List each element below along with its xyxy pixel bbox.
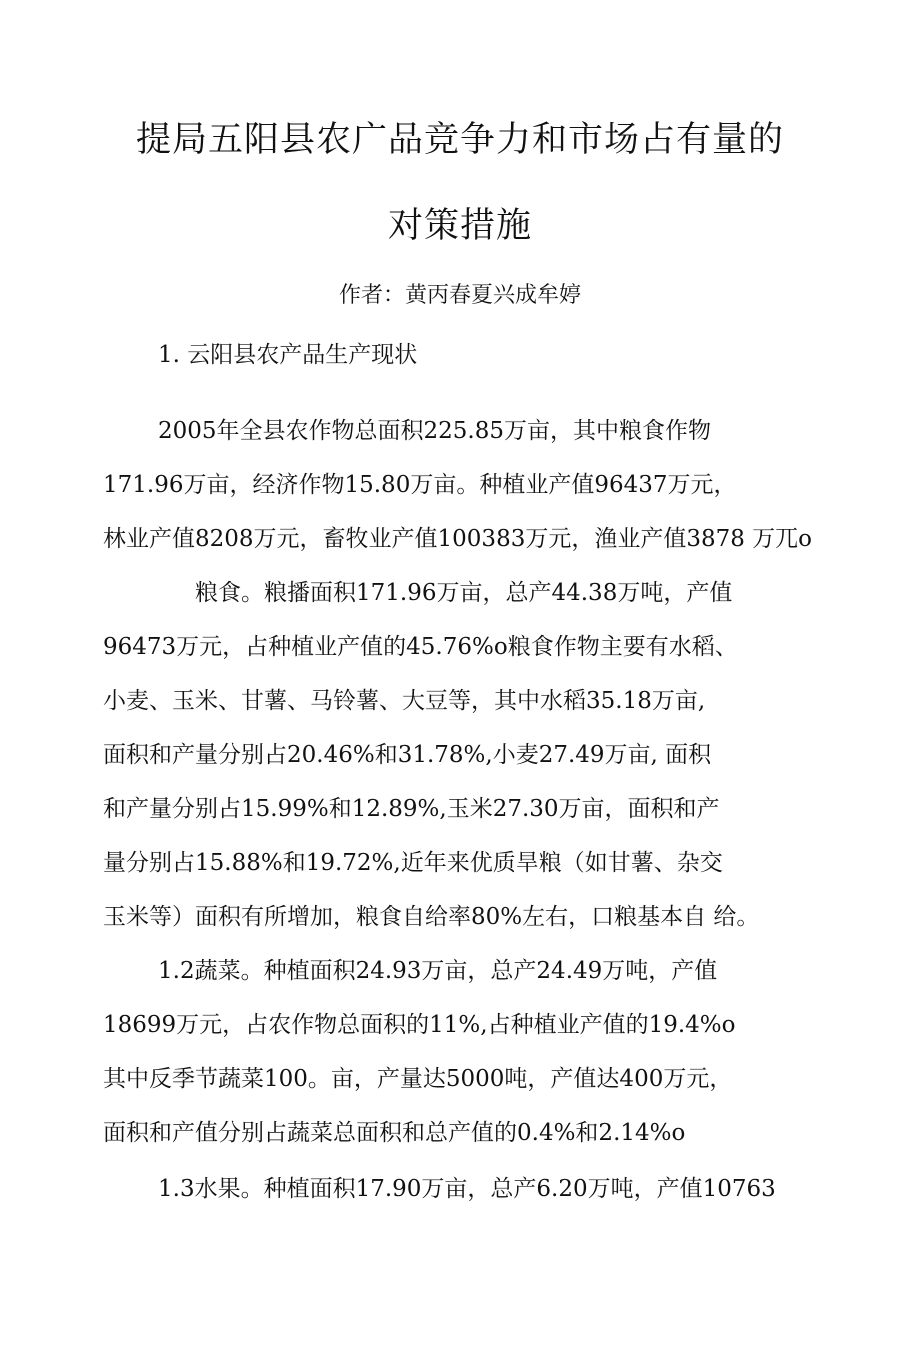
paragraph-line: 其中反季节蔬菜100。亩，产量达5000吨，产值达400万元， <box>103 1066 733 1092</box>
paragraph-line: 2005年全县农作物总面积225.85万亩，其中粮食作物 <box>158 418 712 444</box>
paragraph-line: 小麦、玉米、甘薯、马铃薯、大豆等，其中水稻35.18万亩, <box>103 688 706 714</box>
paragraph-line: 玉米等）面积有所增加，粮食自给率80%左右，口粮基本自 给。 <box>103 904 760 930</box>
document-title-line-2: 对策措施 <box>387 206 532 246</box>
paragraph-line: 1.3水果。种植面积17.90万亩，总产6.20万吨，产值10763 <box>158 1176 776 1202</box>
paragraph-line: 量分别占15.88%和19.72%,近年来优质旱粮（如甘薯、杂交 <box>103 850 723 876</box>
paragraph-line: 171.96万亩，经济作物15.80万亩。种植业产值96437万元， <box>103 472 737 498</box>
paragraph-line: 粮食。粮播面积171.96万亩，总产44.38万吨，产值 <box>195 580 733 606</box>
paragraph-line: 面积和产量分别占20.46%和31.78%,小麦27.49万亩, 面积 <box>103 742 712 768</box>
paragraph-line: 96473万元，占种植业产值的45.76%o粮食作物主要有水稻、 <box>103 634 738 660</box>
paragraph-line: 面积和产值分别占蔬菜总面积和总产值的0.4%和2.14%o <box>103 1120 686 1146</box>
paragraph-line: 18699万元，占农作物总面积的11%,占种植业产值的19.4%o <box>103 1012 736 1038</box>
paragraph-line: 1.2蔬菜。种植面积24.93万亩，总产24.49万吨，产值 <box>158 958 718 984</box>
paragraph-line: 林业产值8208万元，畜牧业产值100383万元，渔业产值3878 万兀o <box>103 526 813 552</box>
author-line: 作者：黄丙春夏兴成牟婷 <box>338 283 581 308</box>
document-title-line-1: 提局五阳县农广品竞争力和市场占有量的 <box>135 120 784 160</box>
paragraph-line: 和产量分别占15.99%和12.89%,玉米27.30万亩，面积和产 <box>103 796 720 822</box>
section-heading: 1. 云阳县农产品生产现状 <box>158 342 418 368</box>
